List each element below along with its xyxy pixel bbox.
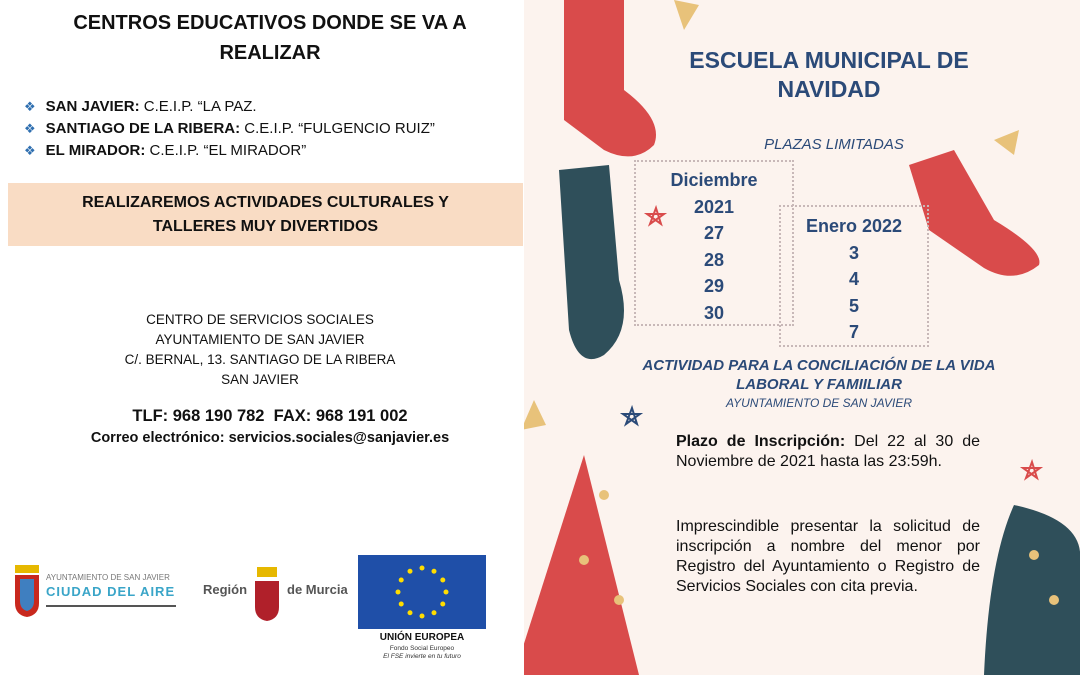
email-contact: Correo electrónico: servicios.sociales@sanjavier.es [90, 430, 450, 446]
eu-star [399, 578, 404, 583]
january-dates: Enero 2022 3 4 5 7 [779, 205, 929, 347]
eu-slogan: El FSE invierte en tu futuro [383, 653, 461, 660]
address-block: CENTRO DE SERVICIOS SOCIALES AYUNTAMIENTO DE SAN JAVIER C/. BERNAL, 13. SANTIAGO DE LA RIBERA SAN JAVIER [124, 312, 396, 387]
eu-star [396, 590, 401, 595]
right-panel [524, 0, 1080, 675]
diamond-bullet-icon: ❖ [24, 143, 36, 158]
activity-description: ACTIVIDAD PARA LA CONCILIACIÓN DE LA VIDA LABORAL Y FAMIILIAR [642, 357, 996, 393]
list-item: ❖ EL MIRADOR: C.E.I.P. “EL MIRADOR” [24, 142, 307, 159]
registration-period: Plazo de Inscripción: Del 22 al 30 de Noviembre de 2021 hasta las 23:59h. [676, 433, 981, 470]
eu-star [408, 569, 413, 574]
limited-places: PLAZAS LIMITADAS [764, 136, 904, 153]
eu-star [420, 614, 425, 619]
region-murcia-crest [252, 563, 282, 623]
eu-star [440, 602, 445, 607]
region-label-2: de Murcia [287, 582, 348, 597]
diamond-bullet-icon: ❖ [24, 121, 36, 136]
eu-flag [358, 555, 486, 629]
eu-star [420, 566, 425, 571]
eu-star [432, 569, 437, 574]
eu-star [440, 578, 445, 583]
eu-star [399, 602, 404, 607]
eu-title: UNIÓN EUROPEA [379, 632, 465, 643]
phone-fax: TLF: 968 190 782 FAX: 968 191 002 [132, 407, 408, 425]
centers-list [24, 96, 435, 162]
page-title: ESCUELA MUNICIPAL DE NAVIDAD [689, 47, 969, 102]
ayuntamiento-logo: AYUNTAMIENTO DE SAN JAVIER CIUDAD DEL AIRE [12, 563, 187, 623]
december-dates: Diciembre 2021 27 28 29 30 [634, 160, 794, 326]
region-label: Región [203, 582, 248, 597]
list-item: ❖ SAN JAVIER: C.E.I.P. “LA PAZ. [24, 98, 257, 115]
list-item: ❖ SANTIAGO DE LA RIBERA: C.E.I.P. “FULGENCIO RUIZ” [24, 120, 435, 137]
organizer: AYUNTAMIENTO DE SAN JAVIER [725, 396, 913, 410]
eu-subtitle: Fondo Social Europeo [389, 645, 455, 652]
diamond-bullet-icon: ❖ [24, 99, 36, 114]
eu-star [408, 610, 413, 615]
eu-star [444, 590, 449, 595]
registration-requirement: Imprescindible presentar la solicitud de inscripción a nombre del menor por Registro del Ayuntamiento o Registro de Servicios Sociales con cita previa. [676, 518, 980, 595]
left-panel [0, 0, 524, 675]
centers-heading: CENTROS EDUCATIVOS DONDE SE VA A REALIZAR [73, 12, 467, 64]
activities-banner: REALIZAREMOS ACTIVIDADES CULTURALES Y TALLERES MUY DIVERTIDOS [8, 183, 523, 246]
eu-star [432, 610, 437, 615]
